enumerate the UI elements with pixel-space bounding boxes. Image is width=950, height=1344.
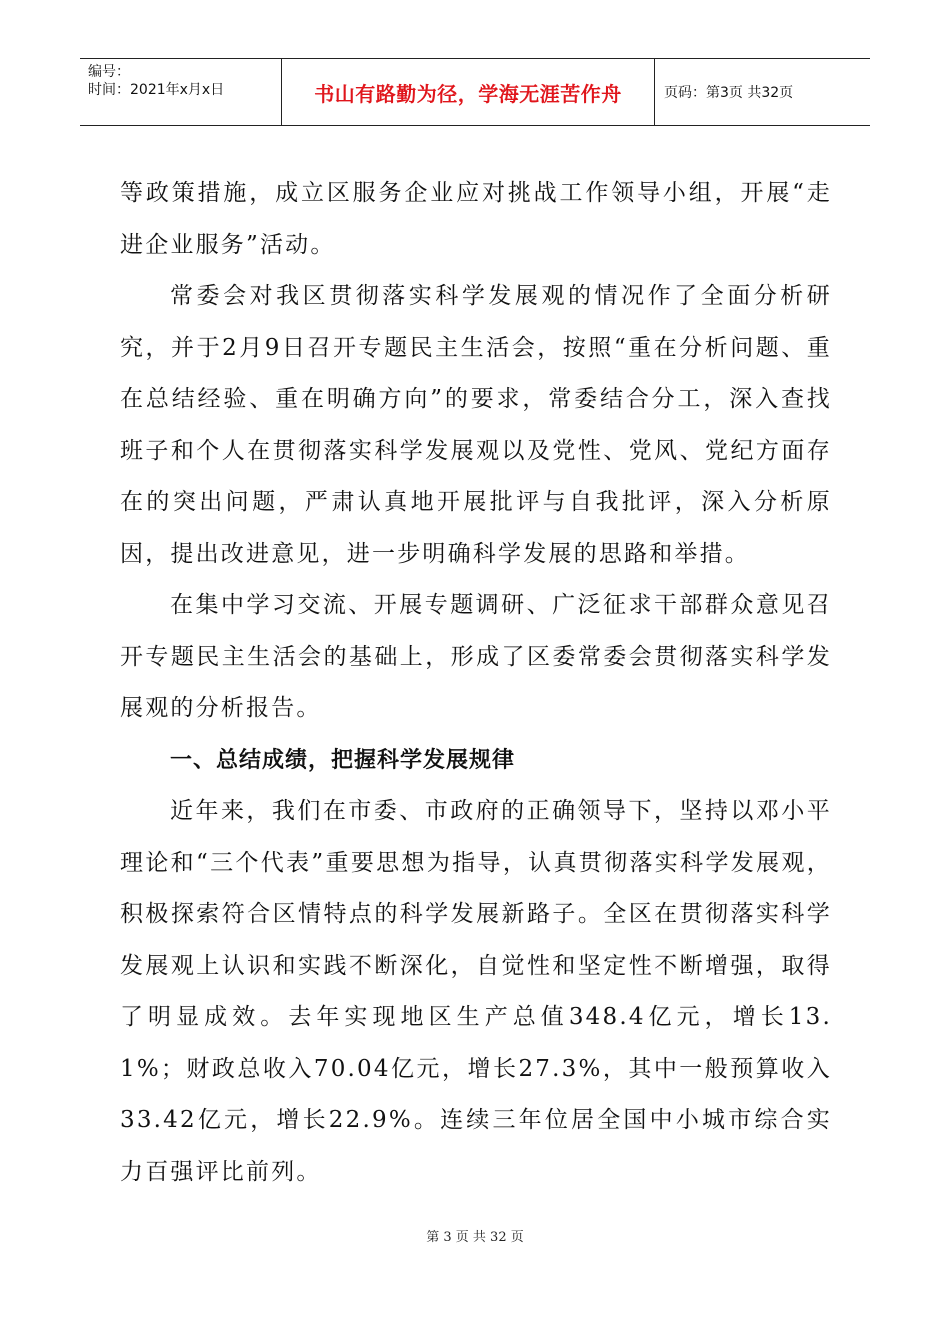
document-body: [120, 168, 832, 1198]
header-meta: [80, 59, 281, 125]
section-heading: 一、总结成绩，把握科学发展规律: [170, 747, 516, 773]
page-footer: 第 3 页 共 32 页: [426, 1230, 524, 1245]
paragraph: 近年来，我们在市委、市政府的正确领导下，坚持以邓小平理论和“三个代表”重要思想为指导，认真贯彻落实科学发展观，积极探索符合区情特点的科学发展新路子。全区在贯彻落实科学发展观上认识和实践不断深化，自觉性和坚定性不断增强，取得了明显成效。去年实现地区生产总值348.4亿元，增长13.1%；财政总收入70.04亿元，增长27.3%，其中一般预算收入33.42亿元，增长22.9%。连续三年位居全国中小城市综合实力百强评比前列。: [120, 798, 832, 1185]
paragraph: 在集中学习交流、开展专题调研、广泛征求干部群众意见召开专题民主生活会的基础上，形成了区委常委会贯彻落实科学发展观的分析报告。: [120, 592, 832, 721]
paragraph: 常委会对我区贯彻落实科学发展观的情况作了全面分析研究，并于2月9日召开专题民主生活会，按照“重在分析问题、重在总结经验、重在明确方向”的要求，常委结合分工，深入查找班子和个人在贯彻落实科学发展观以及党性、党风、党纪方面存在的突出问题，严肃认真地开展批评与自我批评，深入分析原因，提出改进意见，进一步明确科学发展的思路和举措。: [120, 283, 832, 567]
paragraph-continued: 等政策措施，成立区服务企业应对挑战工作领导小组，开展“走进企业服务”活动。: [120, 180, 832, 258]
header-page-info: 页码：第3页 共32页: [664, 85, 794, 101]
page-header: [80, 58, 870, 126]
document-number-label: 编号：: [88, 64, 130, 80]
header-motto: 书山有路勤为径，学海无涯苦作舟: [281, 59, 655, 125]
document-date: 时间：2021年x月x日: [88, 82, 225, 98]
